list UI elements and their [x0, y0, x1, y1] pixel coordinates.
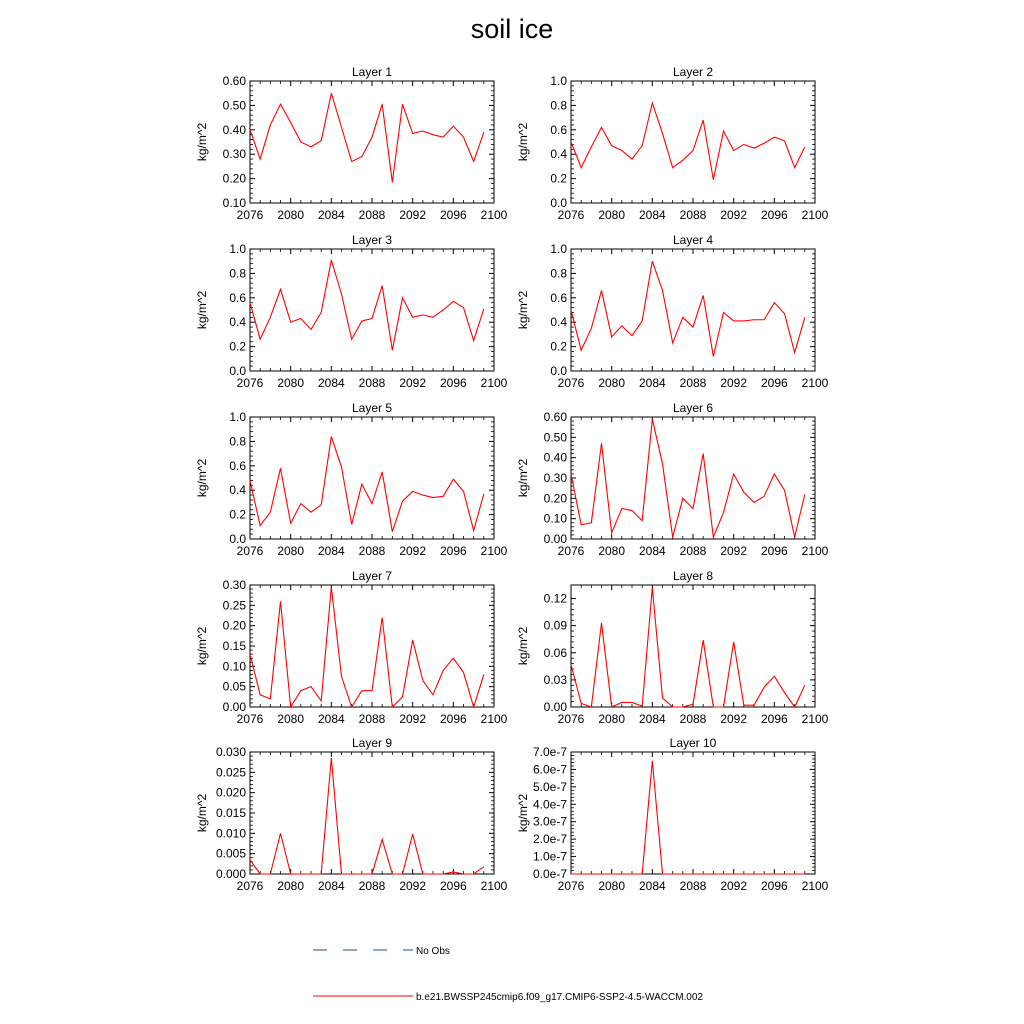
panel-8-ytick-label: 0.03 [543, 672, 567, 687]
panel-10-ytick-label: 3.0e-7 [532, 814, 567, 829]
panel-5-ylabel: kg/m^2 [195, 458, 209, 498]
panel-9-ytick-label: 0.000 [215, 867, 246, 881]
panel-9-xtick-label: 2076 [236, 879, 264, 893]
panel-8-series-1-line [571, 588, 805, 707]
panel-4-xtick-label: 2080 [598, 376, 626, 390]
panel-3-xtick-label: 2100 [480, 376, 508, 390]
panel-7-xtick-label: 2100 [480, 712, 508, 726]
panel-10-frame [571, 752, 815, 874]
panel-8-ytick-label: 0.12 [543, 591, 567, 606]
panel-4-title: Layer 4 [672, 233, 714, 247]
panel-2-xtick-label: 2088 [679, 208, 707, 222]
panel-9-xtick-label: 2084 [317, 879, 345, 893]
panel-10-ytick-label: 6.0e-7 [532, 762, 567, 777]
panel-10-title: Layer 10 [669, 736, 717, 750]
panel-1-xtick-label: 2092 [399, 208, 427, 222]
panel-2-frame [571, 81, 815, 203]
panel-10-ytick-label: 2.0e-7 [532, 832, 567, 847]
panel-6-xtick-label: 2080 [598, 544, 626, 558]
panel-6-title: Layer 6 [672, 401, 714, 415]
panel-1-xtick-label: 2084 [317, 208, 345, 222]
panel-2-xtick-label: 2096 [760, 208, 788, 222]
panel-3-xtick-label: 2096 [439, 376, 467, 390]
panel-8-xtick-label: 2080 [598, 712, 626, 726]
panel-6-xtick-label: 2100 [801, 544, 829, 558]
panel-7-xtick-label: 2088 [358, 712, 386, 726]
panel-3-ytick-label: 0.2 [229, 339, 246, 354]
panel-6-ytick-label: 0.20 [543, 491, 567, 506]
panel-10-xtick-label: 2100 [801, 879, 829, 893]
panel-4-xtick-label: 2088 [679, 376, 707, 390]
panel-9-xtick-label: 2100 [480, 879, 508, 893]
panel-9-ylabel: kg/m^2 [195, 793, 209, 833]
panel-1-xtick-label: 2076 [236, 208, 264, 222]
panel-7-ytick-label: 0.05 [222, 679, 246, 694]
panel-7-title: Layer 7 [351, 569, 393, 583]
panel-8-xtick-label: 2076 [557, 712, 585, 726]
panel-6-ytick-label: 0.60 [543, 410, 567, 424]
panel-9-xtick-label: 2096 [439, 879, 467, 893]
panel-8-xtick-label: 2088 [679, 712, 707, 726]
panel-5-xtick-label: 2076 [236, 544, 264, 558]
panel-9-series-1-line [250, 758, 484, 874]
panel-1-xtick-label: 2100 [480, 208, 508, 222]
panel-5-xtick-label: 2080 [277, 544, 305, 558]
panel-4-ylabel: kg/m^2 [516, 290, 530, 330]
panel-10-ytick-label: 1.0e-7 [532, 849, 567, 864]
panel-2-ylabel: kg/m^2 [516, 122, 530, 162]
panel-7-ytick-label: 0.00 [222, 700, 246, 714]
legend-model-label: b.e21.BWSSP245cmip6.f09_g17.CMIP6-SSP2-4.5-WACCM.002 [416, 992, 703, 1003]
panel-5-xtick-label: 2092 [399, 544, 427, 558]
panel-6-ytick-label: 0.40 [543, 450, 567, 465]
panel-6-series-1-line [571, 419, 805, 537]
panel-5-xtick-label: 2096 [439, 544, 467, 558]
panel-4-ytick-label: 0.4 [550, 315, 567, 330]
panel-4-xtick-label: 2084 [638, 376, 666, 390]
panel-1-ytick-label: 0.30 [222, 147, 246, 162]
panel-4-ytick-label: 0.2 [550, 339, 567, 354]
panel-9-ytick-label: 0.030 [215, 745, 246, 759]
panel-3-ytick-label: 1.0 [229, 242, 246, 256]
panel-3-xtick-label: 2092 [399, 376, 427, 390]
legend-no-obs-label: No Obs [416, 946, 450, 957]
panel-7-ytick-label: 0.15 [222, 639, 246, 653]
panel-1-ytick-label: 0.20 [222, 171, 246, 186]
panel-2-title: Layer 2 [672, 65, 714, 79]
panel-4-xtick-label: 2092 [720, 376, 748, 390]
panel-8-ytick-label: 0.06 [543, 645, 567, 660]
panel-3-ytick-label: 0.6 [229, 290, 246, 305]
panel-4-frame [571, 249, 815, 371]
panel-10-xtick-label: 2096 [760, 879, 788, 893]
panel-5-xtick-label: 2100 [480, 544, 508, 558]
panel-3-title: Layer 3 [351, 233, 393, 247]
panel-10-ytick-label: 4.0e-7 [532, 797, 567, 812]
panel-7-series-1-line [250, 587, 484, 707]
panel-7-xtick-label: 2084 [317, 712, 345, 726]
panel-10-xtick-label: 2076 [557, 879, 585, 893]
panel-7-xtick-label: 2080 [277, 712, 305, 726]
figure-title: soil ice [470, 14, 554, 44]
panel-2-xtick-label: 2084 [638, 208, 666, 222]
panel-4-ytick-label: 0.8 [550, 266, 567, 281]
panel-8-xtick-label: 2100 [801, 712, 829, 726]
panel-10-xtick-label: 2080 [598, 879, 626, 893]
panel-4-series-1-line [571, 261, 805, 356]
panel-5-series-1-line [250, 437, 484, 532]
panel-4-ytick-label: 0.6 [550, 290, 567, 305]
panel-7-xtick-label: 2092 [399, 712, 427, 726]
panel-2-xtick-label: 2076 [557, 208, 585, 222]
panel-9-ytick-label: 0.015 [215, 806, 246, 820]
panel-10-xtick-label: 2092 [720, 879, 748, 893]
panel-7-ytick-label: 0.20 [222, 618, 246, 633]
panel-8-xtick-label: 2084 [638, 712, 666, 726]
panel-5-xtick-label: 2084 [317, 544, 345, 558]
panel-2-series-1-line [571, 103, 805, 180]
panel-4-ytick-label: 0.0 [550, 364, 567, 378]
panel-6-xtick-label: 2096 [760, 544, 788, 558]
panel-6-xtick-label: 2076 [557, 544, 585, 558]
panel-6-xtick-label: 2092 [720, 544, 748, 558]
panel-10-xtick-label: 2084 [638, 879, 666, 893]
panel-5-ytick-label: 0.4 [229, 483, 246, 498]
panel-6-ytick-label: 0.00 [543, 532, 567, 546]
panel-6-ytick-label: 0.50 [543, 430, 567, 445]
panel-6-ytick-label: 0.10 [543, 511, 567, 526]
panel-9-ytick-label: 0.010 [215, 826, 246, 841]
panel-5-xtick-label: 2088 [358, 544, 386, 558]
panel-9-xtick-label: 2080 [277, 879, 305, 893]
panel-3-xtick-label: 2076 [236, 376, 264, 390]
panel-1-xtick-label: 2088 [358, 208, 386, 222]
panel-1-ylabel: kg/m^2 [195, 122, 209, 162]
panel-8-frame [571, 585, 815, 707]
panel-2-ytick-label: 0.2 [550, 171, 567, 186]
panel-1-title: Layer 1 [351, 65, 393, 79]
panel-10-ytick-label: 7.0e-7 [532, 745, 567, 759]
panel-2-ytick-label: 0.0 [550, 196, 567, 210]
panel-9-title: Layer 9 [351, 736, 393, 750]
panel-8-title: Layer 8 [672, 569, 714, 583]
panel-8-ylabel: kg/m^2 [516, 626, 530, 666]
panel-2-xtick-label: 2092 [720, 208, 748, 222]
panel-2-xtick-label: 2080 [598, 208, 626, 222]
panel-1-frame [250, 81, 494, 203]
panel-3-ytick-label: 0.8 [229, 266, 246, 281]
panel-10-xtick-label: 2088 [679, 879, 707, 893]
panel-4-xtick-label: 2100 [801, 376, 829, 390]
panel-3-xtick-label: 2080 [277, 376, 305, 390]
panel-10-ytick-label: 0.0e-7 [532, 867, 567, 881]
panel-1-series-1-line [250, 93, 484, 182]
panel-7-ytick-label: 0.25 [222, 598, 246, 613]
panel-5-ytick-label: 0.6 [229, 458, 246, 473]
panel-7-ylabel: kg/m^2 [195, 626, 209, 666]
panel-6-xtick-label: 2088 [679, 544, 707, 558]
panel-6-ytick-label: 0.30 [543, 471, 567, 485]
panel-3-xtick-label: 2084 [317, 376, 345, 390]
panel-1-xtick-label: 2080 [277, 208, 305, 222]
panel-4-ytick-label: 1.0 [550, 242, 567, 256]
panel-2-ytick-label: 1.0 [550, 74, 567, 88]
panel-3-series-1-line [250, 260, 484, 350]
panel-10-ytick-label: 5.0e-7 [532, 779, 567, 794]
panel-5-ytick-label: 0.8 [229, 434, 246, 449]
panel-2-ytick-label: 0.4 [550, 147, 567, 162]
panel-2-ytick-label: 0.6 [550, 122, 567, 137]
panel-4-xtick-label: 2076 [557, 376, 585, 390]
panel-6-ylabel: kg/m^2 [516, 458, 530, 498]
panel-1-xtick-label: 2096 [439, 208, 467, 222]
panel-9-xtick-label: 2088 [358, 879, 386, 893]
panel-9-ytick-label: 0.025 [215, 765, 246, 780]
panel-7-xtick-label: 2076 [236, 712, 264, 726]
panel-8-xtick-label: 2092 [720, 712, 748, 726]
panel-7-xtick-label: 2096 [439, 712, 467, 726]
panel-9-ytick-label: 0.005 [215, 846, 246, 861]
panel-6-frame [571, 417, 815, 539]
panel-1-ytick-label: 0.50 [222, 98, 246, 113]
panel-1-ytick-label: 0.10 [222, 196, 246, 210]
panel-7-ytick-label: 0.30 [222, 578, 246, 592]
panel-5-ytick-label: 1.0 [229, 410, 246, 424]
panel-6-xtick-label: 2084 [638, 544, 666, 558]
panel-2-xtick-label: 2100 [801, 208, 829, 222]
panel-5-ytick-label: 0.0 [229, 532, 246, 546]
panel-9-ytick-label: 0.020 [215, 785, 246, 800]
panel-9-xtick-label: 2092 [399, 879, 427, 893]
panel-3-ytick-label: 0.4 [229, 315, 246, 330]
panel-3-ylabel: kg/m^2 [195, 290, 209, 330]
panel-7-ytick-label: 0.10 [222, 659, 246, 674]
panel-10-series-1-line [571, 761, 805, 874]
panel-5-ytick-label: 0.2 [229, 507, 246, 522]
panel-2-ytick-label: 0.8 [550, 98, 567, 113]
panel-1-ytick-label: 0.40 [222, 122, 246, 137]
panel-3-ytick-label: 0.0 [229, 364, 246, 378]
panel-10-ylabel: kg/m^2 [516, 793, 530, 833]
panel-8-xtick-label: 2096 [760, 712, 788, 726]
panel-3-xtick-label: 2088 [358, 376, 386, 390]
panel-4-xtick-label: 2096 [760, 376, 788, 390]
panel-8-ytick-label: 0.09 [543, 618, 567, 633]
panel-5-title: Layer 5 [351, 401, 393, 415]
panel-5-frame [250, 417, 494, 539]
panel-8-ytick-label: 0.00 [543, 700, 567, 714]
panel-1-ytick-label: 0.60 [222, 74, 246, 88]
